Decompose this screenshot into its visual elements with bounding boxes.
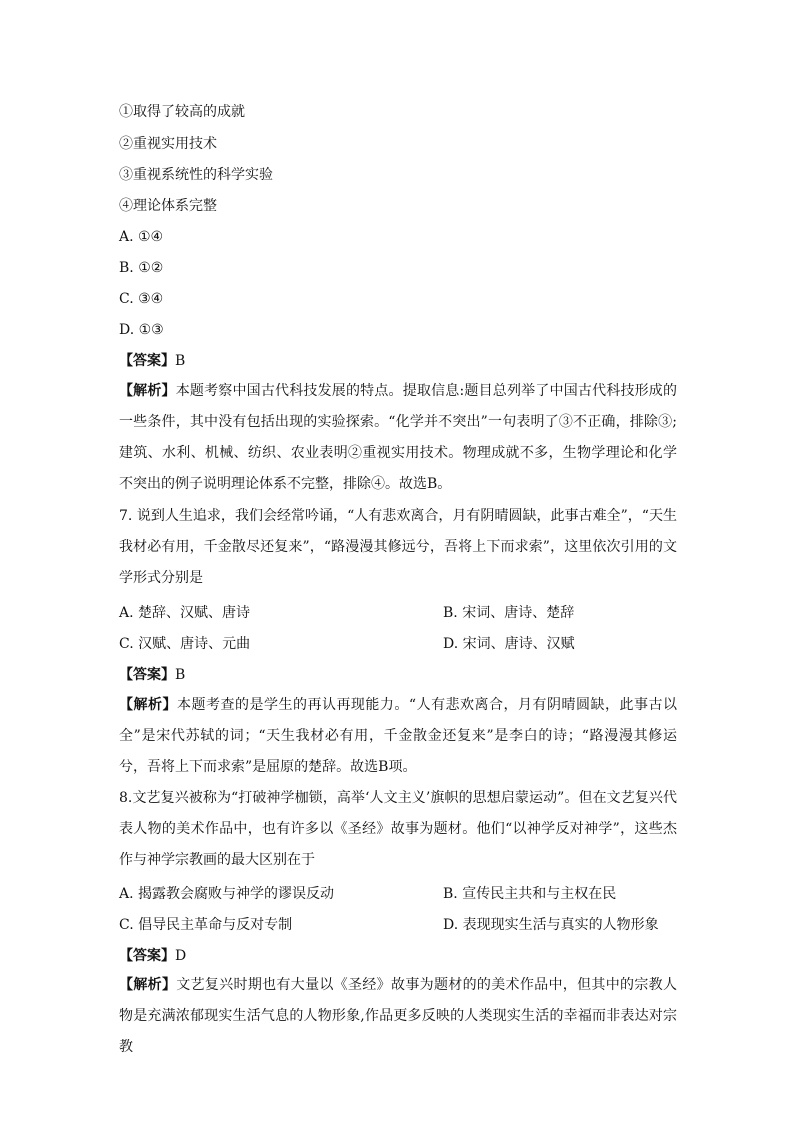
q7-option-c: C. 汉赋、唐诗、元曲 (119, 636, 251, 652)
q6-option-b: B. ①② (119, 260, 164, 276)
answer-tag: 【答案】 (119, 948, 175, 964)
analysis-text: 本题考查的是学生的再认再现能力。“人有悲欢离合，月有阴晴圆缺，此事古以全”是宋代苏轼的词；“天生我材必有用，千金散金还复来”是李白的诗；“路漫漫其修运兮，吾将上下而求索”是屈原的楚辞。故选B项。 (119, 697, 677, 775)
q8-option-a: A. 揭露教会腐败与神学的谬误反动 (119, 886, 335, 902)
analysis-tag: 【解析】 (119, 697, 177, 713)
q6-option-c: C. ③④ (119, 291, 164, 307)
q8-analysis (119, 970, 677, 1063)
answer-tag: 【答案】 (119, 353, 175, 369)
q6-option-d: D. ①③ (119, 322, 164, 338)
q7-stem (119, 501, 677, 594)
answer-value: B (175, 667, 186, 683)
q8-answer (119, 946, 186, 966)
q7-option-d: D. 宋词、唐诗、汉赋 (443, 636, 575, 652)
q6-item-2: ②重视实用技术 (119, 136, 217, 152)
analysis-text: 本题考察中国古代科技发展的特点。提取信息:题目总列举了中国古代科技形成的一些条件，其中没有包括出现的实验探索。“化学并不突出”一句表明了③不正确，排除③;建筑、水利、机械、纺织、农业表明②重视实用技术。物理成就不多，生物学理论和化学不突出的例子说明理论体系不完整，排除④。故选B。 (119, 383, 677, 492)
q6-answer (119, 351, 185, 371)
q6-item-1: ①取得了较高的成就 (119, 104, 245, 120)
analysis-tag: 【解析】 (119, 977, 177, 993)
q7-option-a: A. 楚辞、汉赋、唐诗 (119, 605, 251, 621)
answer-value: D (175, 948, 187, 964)
q6-option-a: A. ①④ (119, 229, 164, 245)
q8-stem-text: 8.文艺复兴被称为“打破神学枷锁，高举‘人文主义’旗帜的思想启蒙运动”。但在文艺复兴代表人物的美术作品中，也有许多以《圣经》故事为题材。他们“以神学反对神学”，这些杰作与神学宗教画的最大区别在于 (119, 790, 677, 868)
answer-tag: 【答案】 (119, 667, 175, 683)
q6-item-4: ④理论体系完整 (119, 198, 217, 214)
analysis-text: 文艺复兴时期也有大量以《圣经》故事为题材的的美术作品中，但其中的宗教人物是充满浓郁现实生活气息的人物形象,作品更多反映的人类现实生活的幸福而非表达对宗教 (119, 977, 678, 1055)
q6-analysis (119, 376, 677, 500)
q8-option-b: B. 宣传民主共和与主权在民 (443, 886, 617, 902)
analysis-tag: 【解析】 (119, 383, 176, 399)
answer-value: B (175, 353, 186, 369)
q8-option-c: C. 倡导民主革命与反对专制 (119, 917, 293, 933)
q8-stem (119, 783, 677, 876)
q7-option-b: B. 宋词、唐诗、楚辞 (443, 605, 575, 621)
q7-stem-text: 7. 说到人生追求，我们会经常吟诵，“人有悲欢离合，月有阴晴圆缺，此事古难全”，“天生我材必有用，千金散尽还复来”，“路漫漫其修远兮，吾将上下而求索”，这里依次引用的文学形式分别是 (119, 508, 677, 586)
q6-item-3: ③重视系统性的科学实验 (119, 167, 273, 183)
q7-answer (119, 665, 185, 685)
q8-option-d: D. 表现现实生活与真实的人物形象 (443, 917, 659, 933)
q7-analysis (119, 690, 677, 783)
